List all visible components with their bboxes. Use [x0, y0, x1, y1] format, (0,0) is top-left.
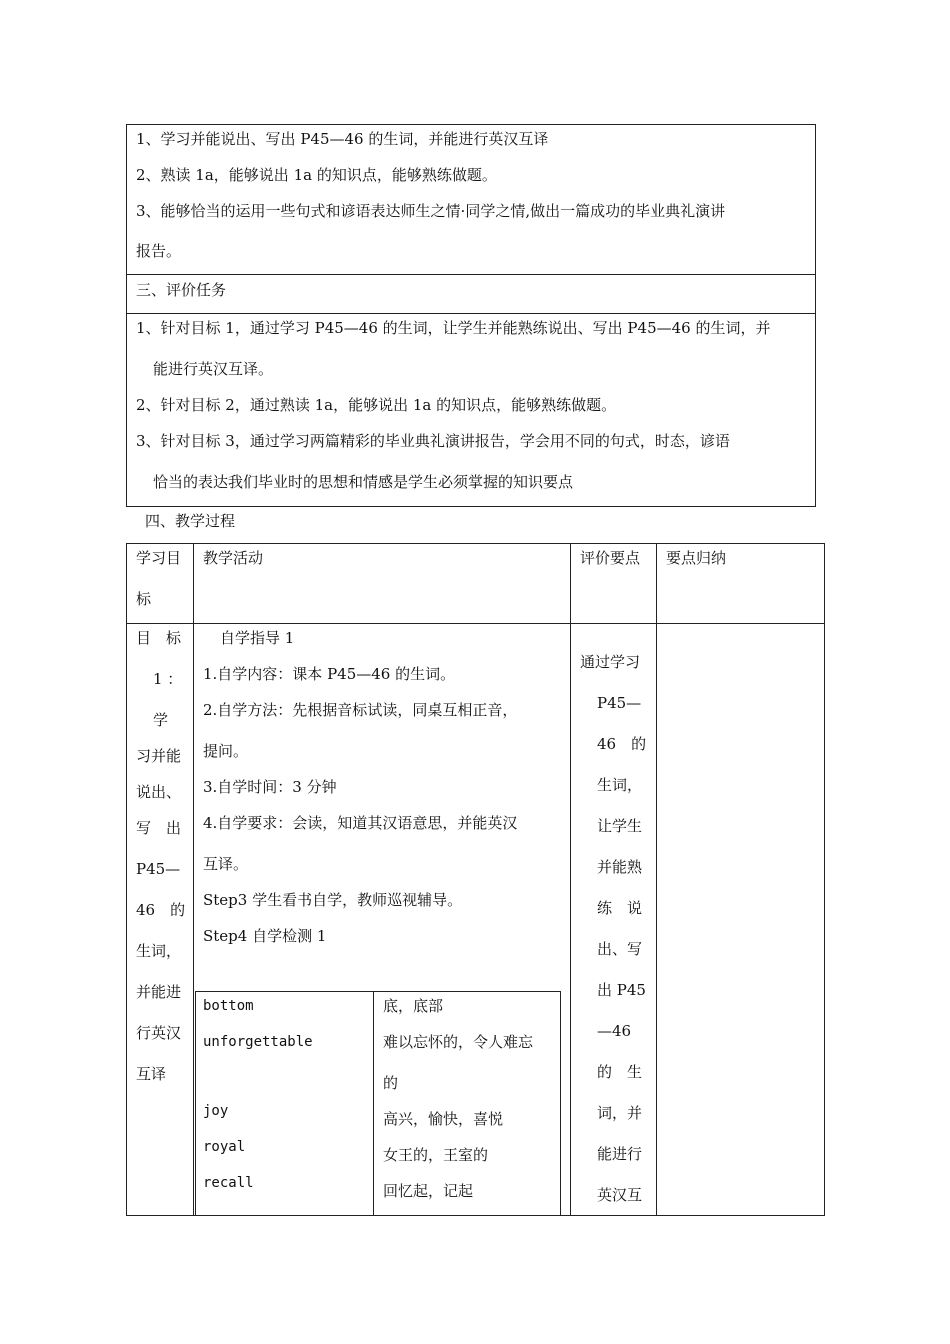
process-col-divider-3 — [656, 543, 657, 1216]
eval-col-line: P45— — [597, 694, 642, 712]
goal-col-line: P45— — [136, 860, 181, 878]
vocab-chinese: 女王的，王室的 — [383, 1146, 489, 1164]
goal-col-line: 写 出 — [136, 819, 182, 837]
eval-col-line: 生词， — [597, 776, 643, 794]
activity-line: 2.自学方法：先根据音标试读，同桌互相正音， — [203, 701, 518, 719]
eval-col-line: 英汉互 — [597, 1186, 643, 1204]
vocab-english: recall — [203, 1175, 254, 1191]
eval-col-line: 词，并 — [597, 1104, 643, 1122]
goal-col-line: 1 ： — [153, 670, 183, 688]
vocab-english: bottom — [203, 998, 254, 1014]
activity-title: 自学指导 1 — [220, 629, 295, 647]
vocab-chinese: 底，底部 — [383, 997, 444, 1015]
evaluation-heading-box — [126, 274, 816, 314]
goal-item-3: 3、能够恰当的运用一些句式和谚语表达师生之情·同学之情,做出一篇成功的毕业典礼演讲 — [136, 202, 726, 220]
process-table-header-divider — [126, 623, 825, 624]
evaluation-item-3: 3、针对目标 3，通过学习两篇精彩的毕业典礼演讲报告，学会用不同的句式，时态，谚语 — [136, 432, 730, 450]
evaluation-item-2: 2、针对目标 2，通过熟读 1a，能够说出 1a 的知识点，能够熟练做题。 — [136, 396, 617, 414]
vocab-chinese: 的 — [383, 1074, 399, 1092]
activity-line: 互译。 — [203, 855, 249, 873]
vocab-chinese: 回忆起，记起 — [383, 1182, 474, 1200]
goal-col-line: 生词， — [136, 942, 182, 960]
goal-col-line: 行英汉 — [136, 1024, 182, 1042]
activity-line: 1.自学内容：课本 P45—46 的生词。 — [203, 665, 456, 683]
vocab-chinese: 高兴，愉快，喜悦 — [383, 1110, 504, 1128]
activity-line: Step3 学生看书自学，教师巡视辅导。 — [203, 891, 463, 909]
goal-col-line: 说出、 — [136, 783, 182, 801]
evaluation-item-3-cont: 恰当的表达我们毕业时的思想和情感是学生必须掌握的知识要点 — [153, 473, 574, 491]
evaluation-item-1: 1、针对目标 1，通过学习 P45—46 的生词，让学生并能熟练说出、写出 P45—46 的生词，并 — [136, 319, 771, 337]
header-goal-line1: 学习目 — [136, 549, 182, 567]
eval-col-line: 的 生 — [597, 1063, 643, 1081]
header-activity: 教学活动 — [203, 549, 264, 567]
goal-col-line: 学 — [153, 711, 169, 729]
goal-col-line: 46 的 — [136, 901, 186, 919]
vocab-chinese: 难以忘怀的，令人难忘 — [383, 1033, 534, 1051]
goal-col-line: 目 标 — [136, 629, 182, 647]
goal-item-2: 2、熟读 1a，能够说出 1a 的知识点，能够熟练做题。 — [136, 166, 497, 184]
eval-col-line: 并能熟 — [597, 858, 643, 876]
goal-col-line: 并能进 — [136, 983, 182, 1001]
eval-col-line: 通过学习 — [580, 653, 641, 671]
header-summary: 要点归纳 — [666, 549, 727, 567]
process-col-divider-2 — [570, 543, 571, 1216]
goal-col-line: 习并能 — [136, 747, 182, 765]
process-heading: 四、教学过程 — [145, 512, 236, 530]
eval-col-line: —46 — [597, 1022, 632, 1040]
goal-item-1: 1、学习并能说出、写出 P45—46 的生词，并能进行英汉互译 — [136, 130, 549, 148]
eval-col-line: 练 说 — [597, 899, 643, 917]
header-goal-line2: 标 — [136, 590, 152, 608]
evaluation-item-1-cont: 能进行英汉互译。 — [153, 360, 274, 378]
eval-col-line: 出 P45 — [597, 981, 646, 999]
activity-line: 提问。 — [203, 742, 249, 760]
activity-line: 4.自学要求：会读，知道其汉语意思，并能英汉 — [203, 814, 518, 832]
activity-line: 3.自学时间：3 分钟 — [203, 778, 337, 796]
eval-col-line: 能进行 — [597, 1145, 643, 1163]
process-col-divider-1 — [193, 543, 194, 1216]
vocab-english: royal — [203, 1139, 246, 1155]
activity-line: Step4 自学检测 1 — [203, 927, 327, 945]
eval-col-line: 让学生 — [597, 817, 643, 835]
header-evaluation: 评价要点 — [580, 549, 641, 567]
eval-col-line: 46 的 — [597, 735, 647, 753]
evaluation-heading: 三、评价任务 — [136, 281, 227, 299]
vocab-col-divider — [373, 991, 374, 1216]
goal-col-line: 互译 — [136, 1065, 167, 1083]
vocab-english: unforgettable — [203, 1034, 313, 1050]
vocab-english: joy — [203, 1103, 229, 1119]
goal-item-3-cont: 报告。 — [136, 242, 182, 260]
eval-col-line: 出、写 — [597, 940, 643, 958]
